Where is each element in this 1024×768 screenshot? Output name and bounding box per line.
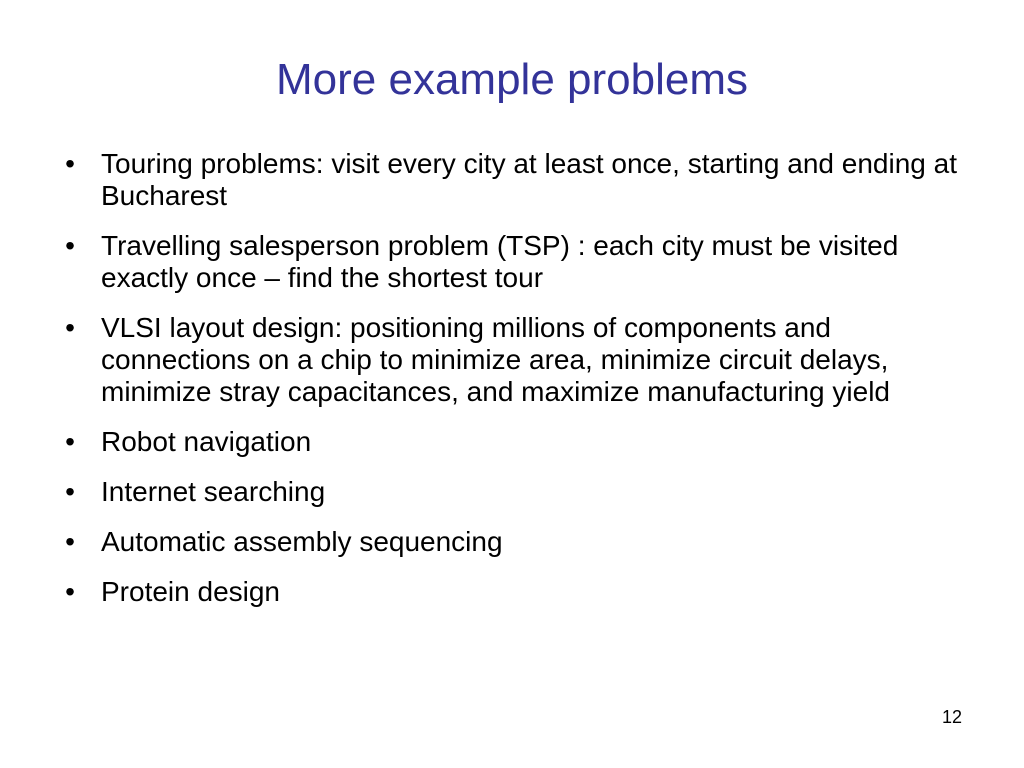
bullet-icon: • <box>65 476 75 507</box>
bullet-icon: • <box>65 230 75 261</box>
bullet-text: VLSI layout design: positioning millions of components and connections on a chip to minimize area, minimize circuit delays, minimize stray capacitances, and maximize manufacturing yield <box>101 312 890 407</box>
bullet-text: Automatic assembly sequencing <box>101 526 503 557</box>
slide-title: More example problems <box>276 55 748 104</box>
bullet-item <box>60 526 960 558</box>
bullet-item <box>60 148 960 212</box>
bullet-text: Robot navigation <box>101 426 312 457</box>
bullet-list <box>60 148 960 626</box>
page-number: 12 <box>941 707 962 727</box>
bullet-text: Touring problems: visit every city at least once, starting and ending at Bucharest <box>101 148 957 211</box>
bullet-icon: • <box>65 148 75 179</box>
bullet-item <box>60 312 960 408</box>
bullet-item <box>60 476 960 508</box>
bullet-item <box>60 230 960 294</box>
bullet-item <box>60 576 960 608</box>
bullet-text: Protein design <box>101 576 281 607</box>
bullet-icon: • <box>65 426 75 457</box>
bullet-item <box>60 426 960 458</box>
bullet-icon: • <box>65 526 75 557</box>
bullet-text: Travelling salesperson problem (TSP) : each city must be visited exactly once – find the shortest tour <box>101 230 899 293</box>
bullet-icon: • <box>65 576 75 607</box>
bullet-icon: • <box>65 312 75 343</box>
bullet-text: Internet searching <box>101 476 326 507</box>
